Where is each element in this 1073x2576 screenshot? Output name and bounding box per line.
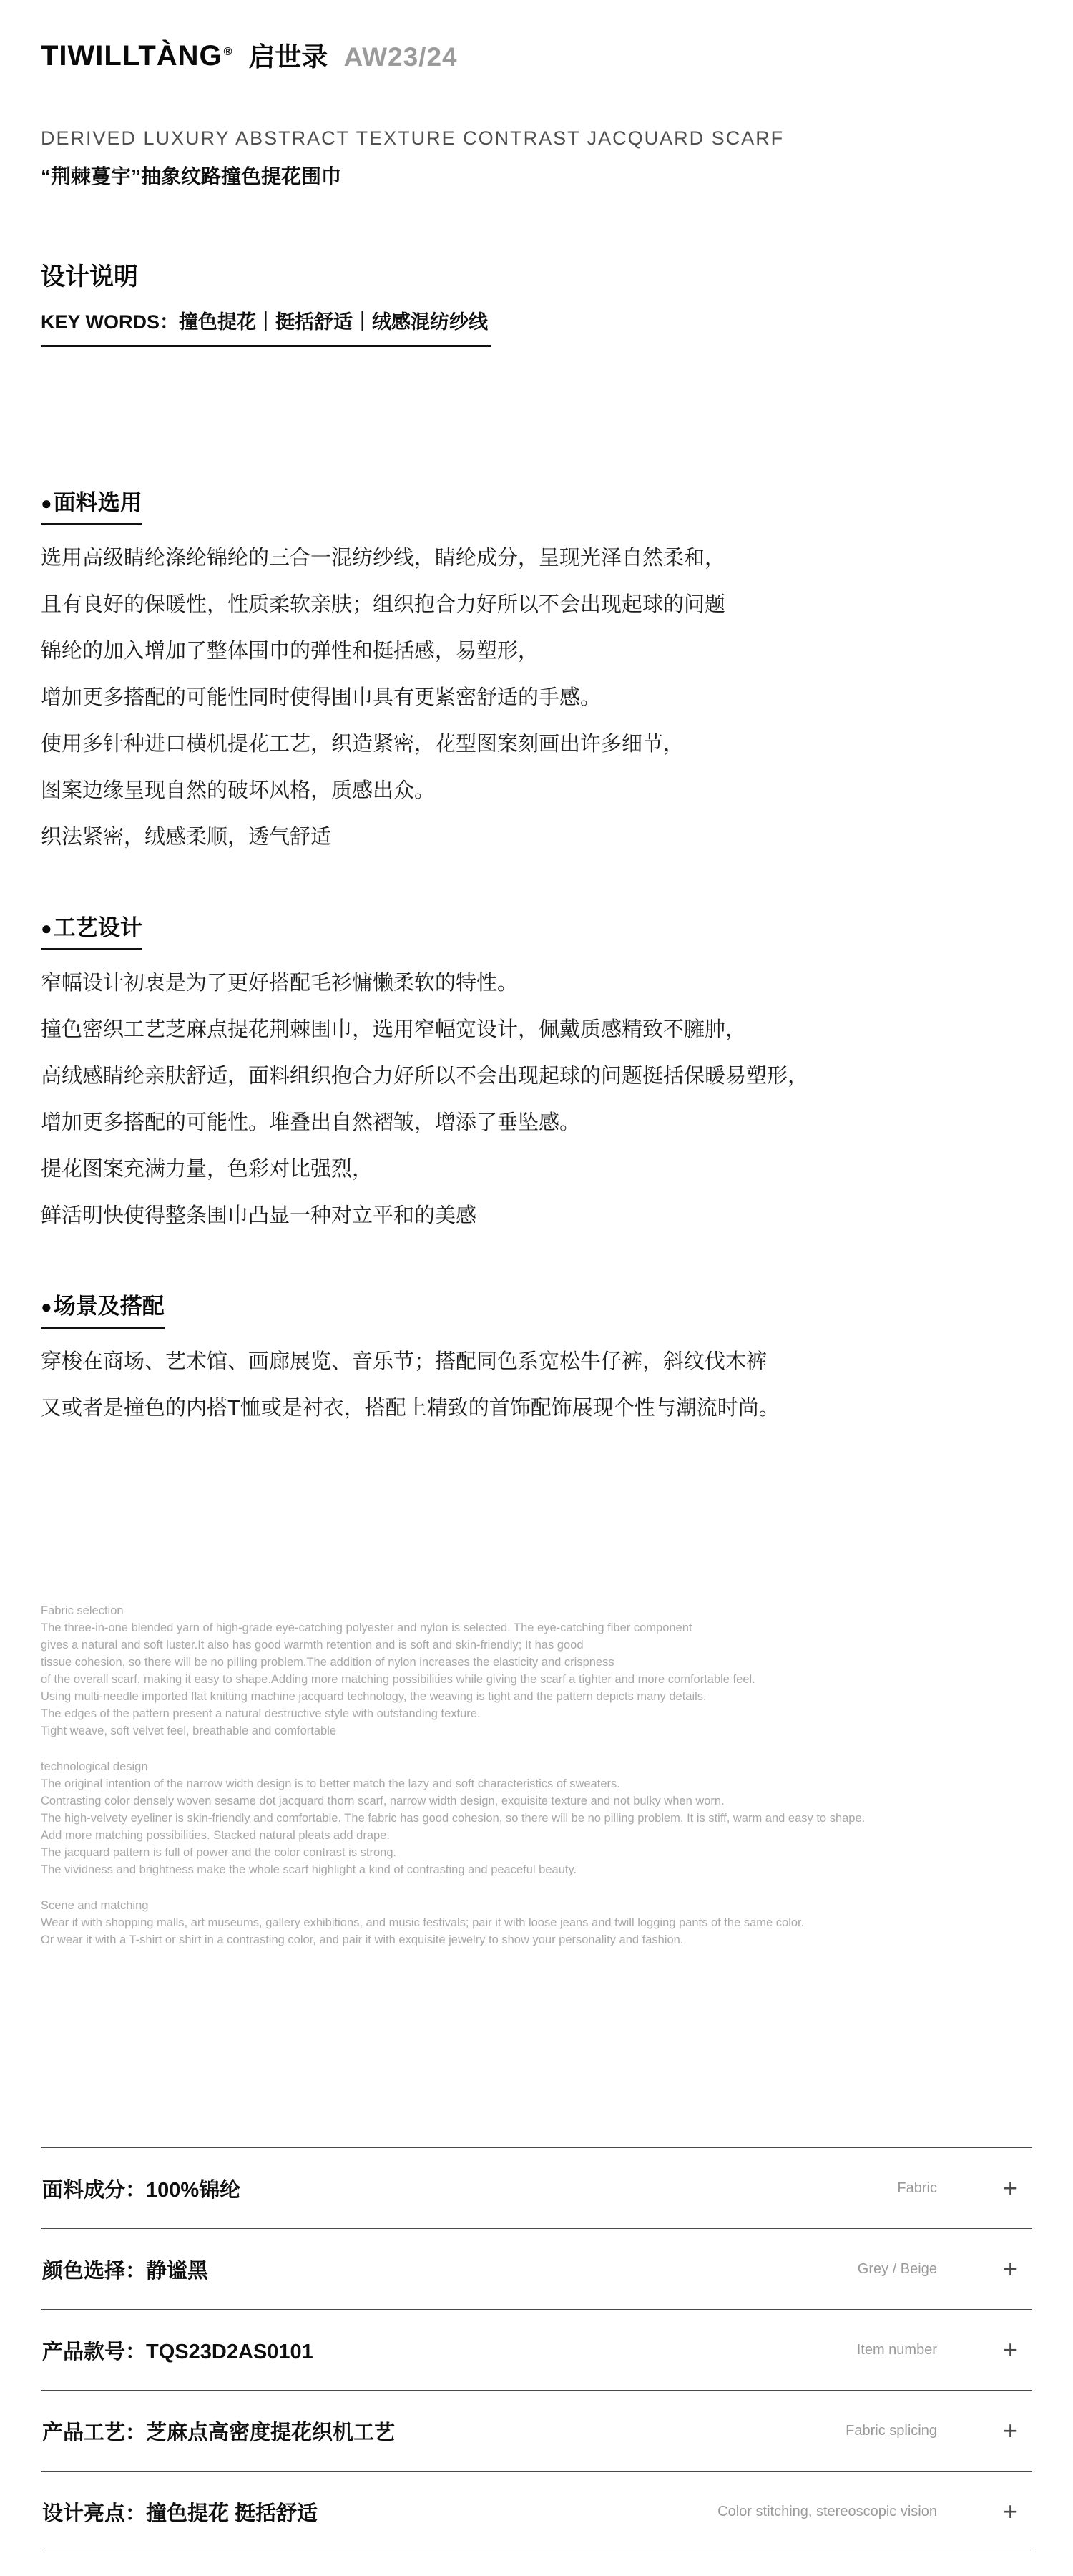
season-label: AW23/24 <box>343 42 458 72</box>
spec-row-design-highlight <box>41 2471 1032 2552</box>
paragraph-line: 又或者是撞色的内搭T恤或是衬衣，搭配上精致的首饰配饰展现个性与潮流时尚。 <box>41 1397 780 1420</box>
bullet-icon: ● <box>41 917 52 939</box>
en-block-title: Scene and matching <box>41 1899 149 1912</box>
paragraph-line: 图案边缘呈现自然的破坏风格，质感出众。 <box>41 779 436 802</box>
en-line: The original intention of the narrow width design is to better match the lazy and soft characteristics of sweaters. <box>41 1777 620 1790</box>
en-line: Contrasting color densely woven sesame dot jacquard thorn scarf, narrow width design, exquisite texture and not bulky when worn. <box>41 1795 725 1807</box>
en-line: The edges of the pattern present a natural destructive style with outstanding texture. <box>41 1707 481 1720</box>
design-note-title: 设计说明 <box>41 263 138 291</box>
en-block-title: technological design <box>41 1760 148 1773</box>
spec-row-craft <box>41 2390 1032 2471</box>
spec-table <box>41 2147 1032 2552</box>
spec-label-en: Item number <box>856 2341 937 2358</box>
paragraph-line: 锦纶的加入增加了整体围巾的弹性和挺括感，易塑形， <box>41 640 539 663</box>
spec-label: 颜色选择：静谧黑 <box>42 2259 209 2283</box>
paragraph-line: 高绒感睛纶亲肤舒适，面料组织抱合力好所以不会出现起球的问题挺括保暖易塑形， <box>41 1065 809 1088</box>
spec-label-en: Fabric splicing <box>846 2422 937 2439</box>
en-line: Or wear it with a T-shirt or shirt in a contrasting color, and pair it with exquisite jewelry to show your personality and fashion. <box>41 1933 684 1946</box>
paragraph-line: 使用多针种进口横机提花工艺，织造紧密，花型图案刻画出许多细节， <box>41 733 685 756</box>
expand-plus-icon[interactable]: + <box>1002 2335 1018 2364</box>
paragraph-line: 织法紧密，绒感柔顺，透气舒适 <box>41 826 332 849</box>
paragraph-line: 增加更多搭配的可能性同时使得围巾具有更紧密舒适的手感。 <box>41 686 602 709</box>
paragraph-line: 增加更多搭配的可能性。堆叠出自然褶皱，增添了垂坠感。 <box>41 1111 581 1134</box>
spec-row-color-choice <box>41 2228 1032 2309</box>
product-title-en: DERIVED LUXURY ABSTRACT TEXTURE CONTRAST JACQUARD SCARF <box>41 127 785 149</box>
registered-mark-icon: ® <box>223 45 233 58</box>
expand-plus-icon[interactable]: + <box>1002 2173 1018 2202</box>
en-line: The jacquard pattern is full of power and the color contrast is strong. <box>41 1846 397 1859</box>
paragraph-line: 窄幅设计初衷是为了更好搭配毛衫慵懒柔软的特性。 <box>41 972 519 995</box>
en-line: gives a natural and soft luster.It also has good warmth retention and is soft and skin-friendly; It has good <box>41 1639 584 1652</box>
bullet-icon: ● <box>41 492 52 514</box>
keywords-line: KEY WORDS：撞色提花｜挺括舒适｜绒感混纺纱线 <box>41 306 491 347</box>
spec-row-right <box>717 2499 1024 2524</box>
spec-label: 产品工艺：芝麻点高密度提花织机工艺 <box>42 2421 396 2444</box>
brand-header <box>41 42 1032 70</box>
en-line: Tight weave, soft velvet feel, breathable and comfortable <box>41 1724 337 1737</box>
brand-logo <box>41 42 232 70</box>
spec-row-fabric-composition <box>41 2147 1032 2228</box>
paragraph-line: 且有良好的保暖性，性质柔软亲肤；组织抱合力好所以不会出现起球的问题 <box>41 593 726 616</box>
en-line: Add more matching possibilities. Stacked natural pleats add drape. <box>41 1829 390 1842</box>
spec-label-en: Fabric <box>897 2180 937 2196</box>
en-line: Wear it with shopping malls, art museums, gallery exhibitions, and music festivals; pair it with loose jeans and twill logging pants of the same color. <box>41 1916 805 1929</box>
en-block-title: Fabric selection <box>41 1604 124 1617</box>
product-title-cn: “荆棘蔓宇”抽象纹路撞色提花围巾 <box>41 165 342 187</box>
spec-label: 产品款号：TQS23D2AS0101 <box>42 2340 313 2363</box>
spec-row-right <box>846 2418 1024 2444</box>
english-translation <box>41 1602 1032 1948</box>
section-craft-design <box>41 909 1032 1239</box>
bullet-icon: ● <box>41 1296 52 1317</box>
paragraph-line: 撞色密织工艺芝麻点提花荆棘围巾，选用窄幅宽设计，佩戴质感精致不臃肿， <box>41 1018 747 1041</box>
expand-plus-icon[interactable]: + <box>1002 2254 1018 2283</box>
spec-label-en: Grey / Beige <box>857 2260 937 2277</box>
expand-plus-icon[interactable]: + <box>1002 2497 1018 2526</box>
section-fabric-selection <box>41 484 1032 861</box>
section-title: 工艺设计 <box>53 915 142 940</box>
paragraph-line: 选用高级睛纶涤纶锦纶的三合一混纺纱线，睛纶成分，呈现光泽自然柔和， <box>41 547 726 570</box>
spec-row-right <box>897 2175 1024 2201</box>
expand-plus-icon[interactable]: + <box>1002 2416 1018 2445</box>
brand-logo-text: TIWILLTÀNG <box>41 40 222 72</box>
en-line: The high-velvety eyeliner is skin-friendly and comfortable. The fabric has good cohesion, so there will be no pilling problem. It is stiff, warm and easy to shape. <box>41 1812 866 1825</box>
section-heading-scene <box>41 1288 165 1329</box>
section-title: 场景及搭配 <box>53 1294 165 1319</box>
en-line: of the overall scarf, making it easy to shape.Adding more matching possibilities while giving the scarf a tighter and more comfortable feel. <box>41 1673 755 1686</box>
paragraph-line: 穿梭在商场、艺术馆、画廊展览、音乐节；搭配同色系宽松牛仔裤，斜纹伐木裤 <box>41 1350 768 1373</box>
en-line: tissue cohesion, so there will be no pilling problem.The addition of nylon increases the elasticity and crispness <box>41 1656 614 1669</box>
spec-row-right <box>858 2256 1024 2282</box>
en-block-technological-design <box>41 1758 1032 1878</box>
en-line: The three-in-one blended yarn of high-grade eye-catching polyester and nylon is selected. The eye-catching fiber component <box>41 1621 692 1634</box>
brand-name-cn: 启世录 <box>248 42 328 72</box>
section-scene-matching <box>41 1288 1032 1432</box>
section-heading-fabric <box>41 484 142 525</box>
en-block-fabric-selection <box>41 1602 1032 1740</box>
section-title: 面料选用 <box>53 490 142 515</box>
paragraph-line: 提花图案充满力量，色彩对比强烈， <box>41 1158 373 1181</box>
section-heading-craft <box>41 909 142 950</box>
spec-label: 面料成分：100%锦纶 <box>42 2178 241 2202</box>
en-line: The vividness and brightness make the whole scarf highlight a kind of contrasting and peaceful beauty. <box>41 1863 577 1876</box>
spec-row-right <box>857 2337 1024 2363</box>
en-line: Using multi-needle imported flat knitting machine jacquard technology, the weaving is tight and the pattern depicts many details. <box>41 1690 707 1703</box>
paragraph-line: 鲜活明快使得整条围巾凸显一种对立平和的美感 <box>41 1204 477 1227</box>
spec-label: 设计亮点：撞色提花 挺括舒适 <box>42 2502 318 2525</box>
spec-label-en: Color stitching, stereoscopic vision <box>717 2503 937 2519</box>
spec-row-item-number <box>41 2309 1032 2390</box>
en-block-scene-matching <box>41 1897 1032 1948</box>
